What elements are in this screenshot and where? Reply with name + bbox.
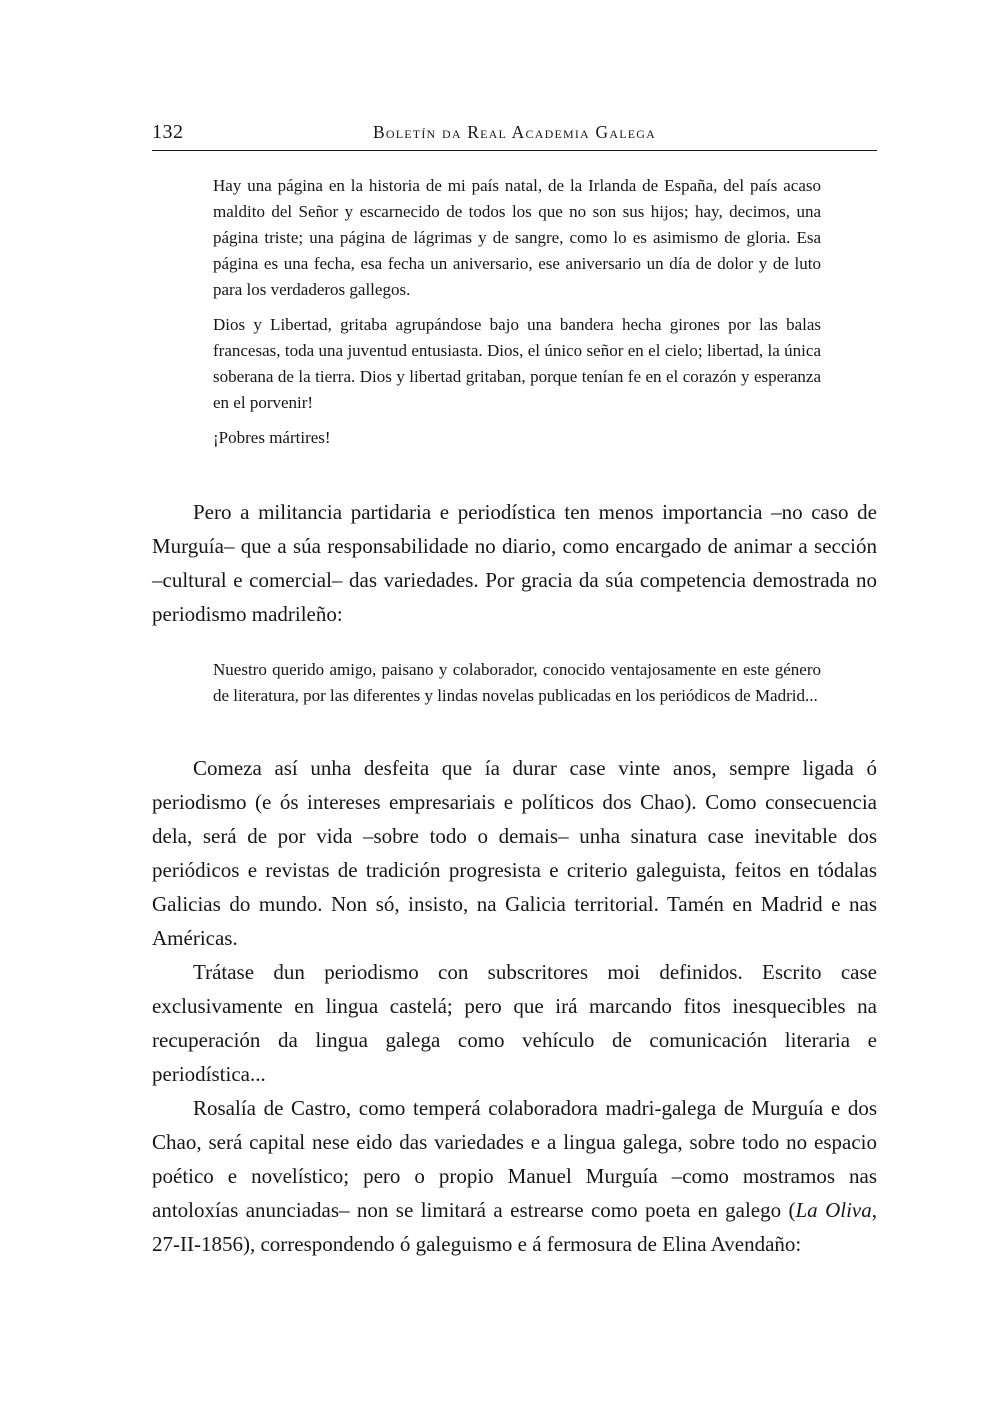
quote-paragraph: Hay una página en la historia de mi país natal, de la Irlanda de España, del país acaso maldito del Señor y escarnecido de todos los que no son sus hijos; hay, decimos, una página triste; una página de lágrimas y de sangre, como lo es asimismo de gloria. Esa página es una fecha, esa fecha un aniversario, ese aniversario un día de dolor y de luto para los verdaderos gallegos. bbox=[213, 176, 821, 299]
body-text-segment: , 27-II-1856), correspondendo ó galeguismo e á fermosura de Elina Avendaño: bbox=[152, 1198, 877, 1256]
body-paragraph: Pero a militancia partidaria e periodística ten menos importancia –no caso de Murguía– que a súa responsabilidade no diario, como encargado de animar a sección –cultural e comercial– das variedades. Por gracia da súa competencia demostrada no periodismo madrileño: bbox=[152, 500, 877, 626]
quote-paragraph: Nuestro querido amigo, paisano y colaborador, conocido ventajosamente en este género de literatura, por las diferentes y lindas novelas publicadas en los periódicos de Madrid... bbox=[213, 660, 821, 705]
quote-paragraph: Dios y Libertad, gritaba agrupándose bajo una bandera hecha girones por las balas francesas, toda una juventud entusiasta. Dios, el único señor en el cielo; libertad, la única soberana de la tierra. Dios y libertad gritaban, porque tenían fe en el corazón y esperanza en el porvenir! bbox=[213, 315, 821, 412]
work-title-italic: La Oliva bbox=[795, 1198, 872, 1222]
body-paragraph bbox=[152, 1091, 877, 1261]
quote-paragraph: ¡Pobres mártires! bbox=[213, 428, 331, 447]
press-blockquote bbox=[152, 657, 877, 709]
body-paragraph: Trátase dun periodismo con subscritores moi definidos. Escrito case exclusivamente en lingua castelá; pero que irá marcando fitos inesquecibles na recuperación da lingua galega como vehículo de comunicación literaria e periodística... bbox=[152, 960, 877, 1086]
body-paragraph: Comeza así unha desfeita que ía durar case vinte anos, sempre ligada ó periodismo (e ós intereses empresariais e políticos dos Chao). Como consecuencia dela, será de por vida –sobre todo o demais– unha sinatura case inevitable dos periódicos e revistas de tradición progresista e criterio galeguista, feitos en tódalas Galicias do mundo. Non só, insisto, na Galicia territorial. Tamén en Madrid e nas Américas. bbox=[152, 756, 877, 950]
opening-blockquote bbox=[152, 173, 877, 451]
page-header bbox=[152, 122, 877, 151]
page-number: 132 bbox=[152, 121, 184, 143]
journal-title: Boletín da Real Academia Galega bbox=[373, 122, 656, 142]
body-text-segment: Rosalía de Castro, como temperá colaboradora madri-galega de Murguía e dos Chao, será capital nese eido das variedades e a lingua galega, sobre todo no espacio poético e novelístico; pero o propio Manuel Murguía –como mostramos nas antoloxías anunciadas– non se limitará a estrearse como poeta en galego ( bbox=[152, 1096, 877, 1222]
